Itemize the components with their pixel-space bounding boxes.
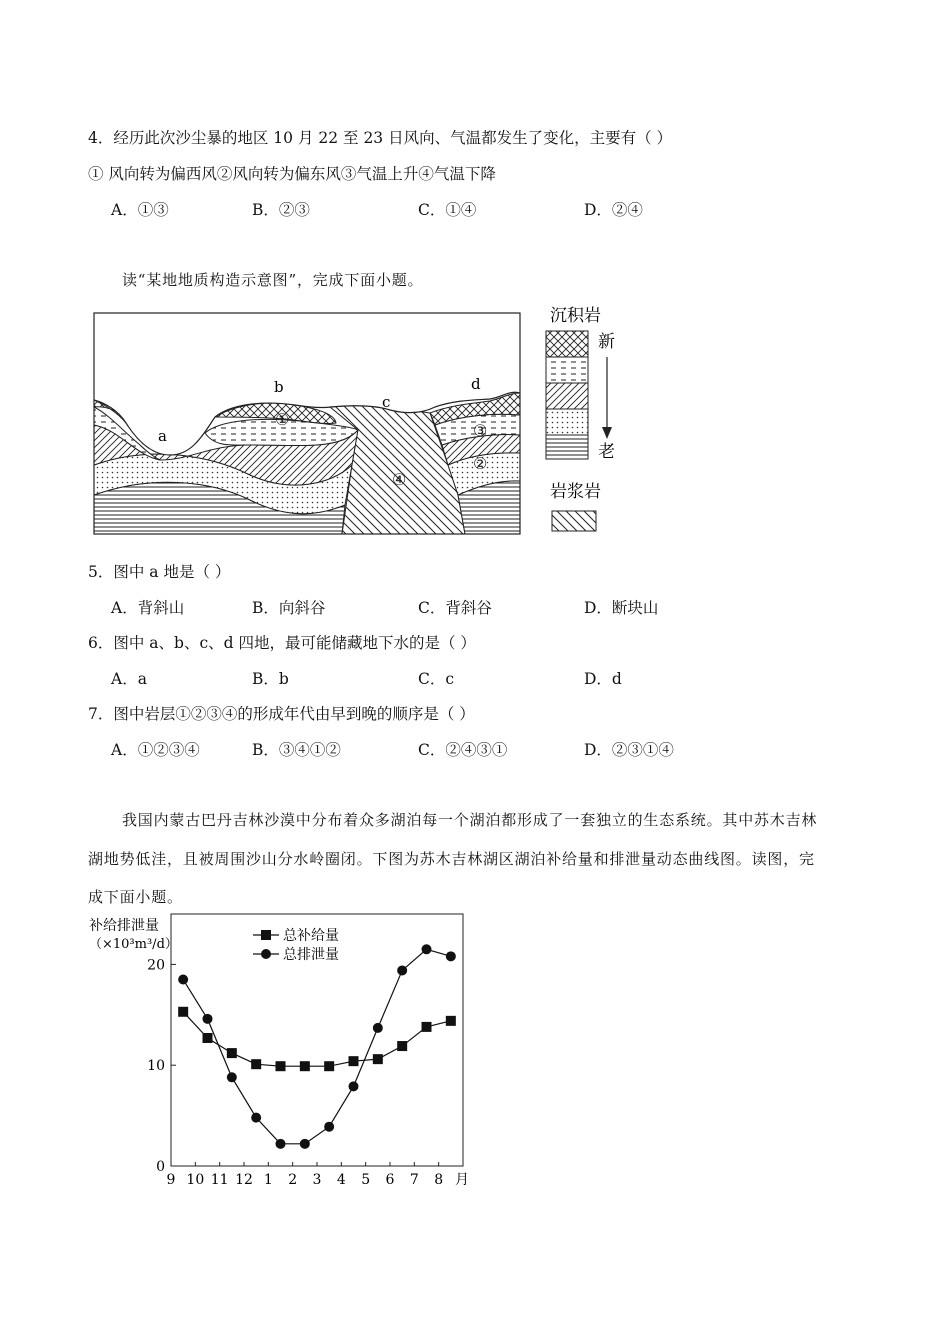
label-b: b [274, 378, 284, 396]
legend-marker-square [261, 930, 271, 940]
x-tick-label: 11 [210, 1172, 229, 1188]
intro-lake-line1: 我国内蒙古巴丹吉林沙漠中分布着众多湖泊每一个湖泊都形成了一套独立的生态系统。其中苏木吉林 [122, 811, 818, 829]
point-discharge [300, 1139, 310, 1149]
point-discharge [324, 1122, 334, 1132]
q5-option-b: B．向斜谷 [252, 599, 326, 617]
q7-stem: 7．图中岩层①②③④的形成年代由早到晚的顺序是（ ） [88, 705, 475, 723]
chart-xunit: 月 [455, 1172, 469, 1188]
x-tick-label: 1 [263, 1172, 273, 1188]
chart-yunit: （×10³m³/d） [89, 937, 178, 952]
point-discharge [276, 1139, 286, 1149]
point-recharge [324, 1061, 334, 1071]
q4-option-c: C．①④ [418, 201, 477, 219]
label-layer-1: ① [275, 410, 290, 429]
label-layer-3: ③ [473, 421, 488, 440]
label-d: d [471, 375, 481, 393]
y-tick-label: 0 [156, 1159, 165, 1175]
q4-option-d: D．②④ [584, 201, 643, 219]
label-a: a [158, 427, 167, 445]
point-discharge [251, 1113, 261, 1123]
point-recharge [397, 1041, 407, 1051]
legend-sedimentary: 沉积岩 [550, 306, 601, 326]
point-recharge [203, 1033, 213, 1043]
point-recharge [227, 1048, 237, 1058]
point-recharge [446, 1016, 456, 1026]
q6-option-b: B．b [252, 670, 289, 688]
x-tick-label: 7 [409, 1172, 419, 1188]
q7-option-a: A．①②③④ [111, 741, 200, 759]
chart-ylabel: 补给排泄量 [89, 918, 159, 934]
point-recharge [349, 1056, 359, 1066]
point-discharge [349, 1081, 359, 1091]
point-discharge [373, 1023, 383, 1033]
legend-new: 新 [598, 332, 615, 352]
legend-label-1: 总补给量 [283, 928, 339, 944]
point-recharge [373, 1054, 383, 1064]
legend-old: 老 [598, 442, 615, 462]
q4-option-a: A．①③ [111, 201, 169, 219]
legend-label-2: 总排泄量 [283, 947, 339, 963]
x-tick-label: 12 [235, 1172, 253, 1188]
legend [546, 306, 615, 531]
label-layer-2: ② [473, 454, 488, 473]
x-tick-label: 10 [186, 1172, 205, 1188]
label-layer-4: ④ [392, 470, 407, 489]
q5-stem: 5．图中 a 地是（ ） [88, 563, 231, 581]
q6-stem: 6．图中 a、b、c、d 四地，最可能储藏地下水的是（ ） [88, 634, 476, 652]
point-recharge [300, 1061, 310, 1071]
legend-magmatic: 岩浆岩 [550, 482, 601, 502]
point-discharge [422, 944, 432, 954]
point-discharge [227, 1072, 237, 1082]
x-tick-label: 6 [385, 1172, 395, 1188]
x-tick-label: 3 [312, 1172, 322, 1188]
y-tick-label: 10 [147, 1058, 165, 1075]
x-tick-label: 9 [166, 1172, 176, 1188]
point-discharge [178, 975, 188, 985]
q6-option-a: A．a [111, 670, 147, 688]
q5-option-d: D．断块山 [584, 599, 659, 617]
point-recharge [276, 1061, 286, 1071]
point-discharge [446, 951, 456, 961]
x-tick-label: 5 [361, 1172, 371, 1188]
q5-option-a: A．背斜山 [111, 599, 185, 617]
point-recharge [422, 1022, 432, 1032]
q5-option-c: C．背斜谷 [418, 599, 492, 617]
q7-option-d: D．②③①④ [584, 741, 674, 759]
series-line-2 [183, 949, 451, 1144]
q7-option-c: C．②④③① [418, 741, 508, 759]
geology-figure [90, 305, 630, 550]
x-tick-label: 4 [336, 1172, 346, 1188]
x-tick-label: 8 [434, 1172, 444, 1188]
q6-option-d: D．d [584, 670, 622, 688]
point-discharge [203, 1014, 213, 1024]
lake-balance-chart [85, 908, 485, 1198]
q4-statements: ① 风向转为偏西风②风向转为偏东风③气温上升④气温下降 [88, 165, 496, 183]
x-tick-label: 2 [288, 1172, 298, 1188]
intro-lake-line2: 湖地势低洼，且被周围沙山分水岭圈闭。下图为苏木吉林湖区湖泊补给量和排泄量动态曲线图。读图，完 [88, 850, 815, 868]
intro-lake-line3: 成下面小题。 [88, 888, 183, 906]
q7-option-b: B．③④①② [252, 741, 341, 759]
y-tick-label: 20 [147, 957, 165, 974]
intro-geology: 读“某地地质构造示意图”，完成下面小题。 [122, 271, 424, 289]
legend-marker-circle [261, 949, 271, 959]
point-discharge [397, 965, 407, 975]
label-c: c [382, 393, 391, 411]
q4-stem: 4．经历此次沙尘暴的地区 10 月 22 至 23 日风向、气温都发生了变化，主要有（ ） [88, 129, 673, 147]
point-recharge [251, 1059, 261, 1069]
point-recharge [178, 1007, 188, 1017]
q6-option-c: C．c [418, 670, 455, 688]
q4-option-b: B．②③ [252, 201, 310, 219]
